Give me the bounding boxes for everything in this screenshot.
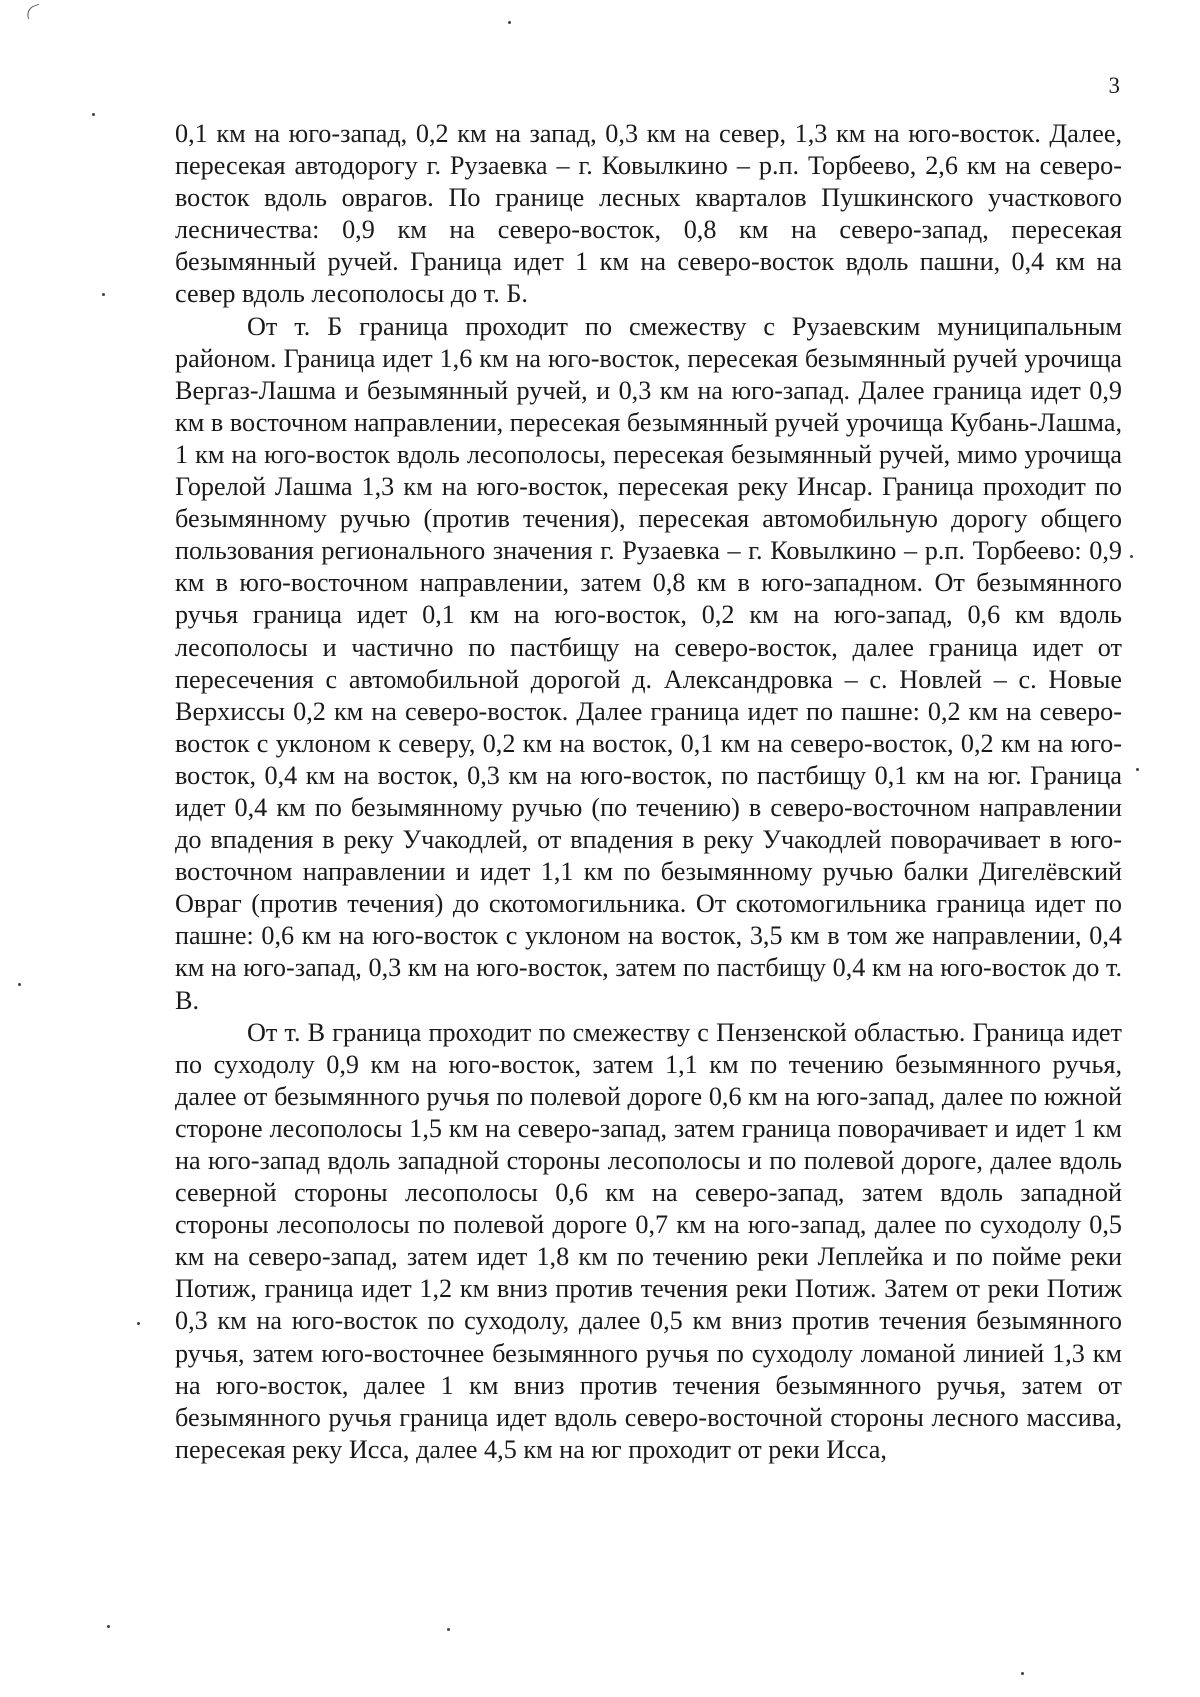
scan-mark	[25, 4, 43, 19]
scan-speck	[92, 113, 95, 116]
scan-speck	[102, 293, 105, 296]
scan-speck	[508, 21, 511, 24]
scan-speck	[447, 1628, 450, 1631]
scan-speck	[1130, 555, 1133, 558]
paragraph: От т. В граница проходит по смежеству с Пензенской областью. Граница идет по суходолу 0,9 км на юго-восток, затем 1,1 км по течению безымянного ручья, далее от безымянного ручья по полевой дороге 0,6 км на юго-запад, далее по южной стороне лесополосы 1,5 км на северо-запад, затем граница поворачивает и идет 1 км на юго-запад вдоль западной стороны лесополосы и по полевой дороге, далее вдоль северной стороны лесополосы 0,6 км на северо-запад, затем вдоль западной стороны лесополосы по полевой дороге 0,7 км на юго-запад, далее по суходолу 0,5 км на северо-запад, затем идет 1,8 км по течению реки Леплейка и по пойме реки Потиж, граница идет 1,2 км вниз против течения реки Потиж. Затем от реки Потиж 0,3 км на юго-восток по суходолу, далее 0,5 км вниз против течения безымянного ручья, затем юго-восточнее безымянного ручья по суходолу ломаной линией 1,3 км на юго-восток, далее 1 км вниз против течения безымянного ручья, затем от безымянного ручья граница идет вдоль северо-восточной стороны лесного массива, пересекая реку Исса, далее 4,5 км на юг проходит от реки Исса,	[175, 1017, 1122, 1464]
paragraph: 0,1 км на юго-запад, 0,2 км на запад, 0,3 км на север, 1,3 км на юго-восток. Далее, пересекая автодорогу г. Рузаевка – г. Ковылкино – р.п. Торбеево, 2,6 км на северо-восток вдоль оврагов. По границе лесных кварталов Пушкинского участкового лесничества: 0,9 км на северо-восток, 0,8 км на северо-запад, пересекая безымянный ручей. Граница идет 1 км на северо-восток вдоль пашни, 0,4 км на север вдоль лесополосы до т. Б.	[175, 119, 1122, 309]
paragraph: От т. Б граница проходит по смежеству с Рузаевским муниципальным районом. Граница идет 1,6 км на юго-восток, пересекая безымянный ручей урочища Вергаз-Лашма и безымянный ручей, и 0,3 км на юго-запад. Далее граница идет 0,9 км в восточном направлении, пересекая безымянный ручей урочища Кубань-Лашма, 1 км на юго-восток вдоль лесополосы, пересекая безымянный ручей, мимо урочища Горелой Лашма 1,3 км на юго-восток, пересекая реку Инсар. Граница проходит по безымянному ручью (против течения), пересекая автомобильную дорогу общего пользования регионального значения г. Рузаевка – г. Ковылкино – р.п. Торбеево: 0,9 км в юго-восточном направлении, затем 0,8 км в юго-западном. От безымянного ручья граница идет 0,1 км на юго-восток, 0,2 км на юго-запад, 0,6 км вдоль лесополосы и частично по пастбищу на северо-восток, далее граница идет от пересечения с автомобильной дорогой д. Александровка – с. Новлей – с. Новые Верхиссы 0,2 км на северо-восток. Далее граница идет по пашне: 0,2 км на северо-восток с уклоном к северу, 0,2 км на восток, 0,1 км на северо-восток, 0,2 км на юго-восток, 0,4 км на восток, 0,3 км на юго-восток, по пастбищу 0,1 км на юг. Граница идет 0,4 км по безымянному ручью (по течению) в северо-восточном направлении до впадения в реку Учакодлей, от впадения в реку Учакодлей поворачивает в юго-восточном направлении и идет 1,1 км по безымянному ручью балки Дигелёвский Овраг (против течения) до скотомогильника. От скотомогильника граница идет по пашне: 0,6 км на юго-восток с уклоном на восток, 3,5 км в том же направлении, 0,4 км на юго-запад, 0,3 км на юго-восток, затем по пастбищу 0,4 км на юго-восток до т. В.	[175, 311, 1122, 1015]
scan-speck	[1021, 1672, 1024, 1675]
document-body	[175, 118, 1122, 1466]
scan-speck	[107, 1625, 110, 1628]
scan-speck	[137, 1322, 140, 1325]
scan-speck	[1136, 768, 1139, 771]
page-number: 3	[1108, 73, 1120, 98]
scan-speck	[18, 983, 21, 986]
